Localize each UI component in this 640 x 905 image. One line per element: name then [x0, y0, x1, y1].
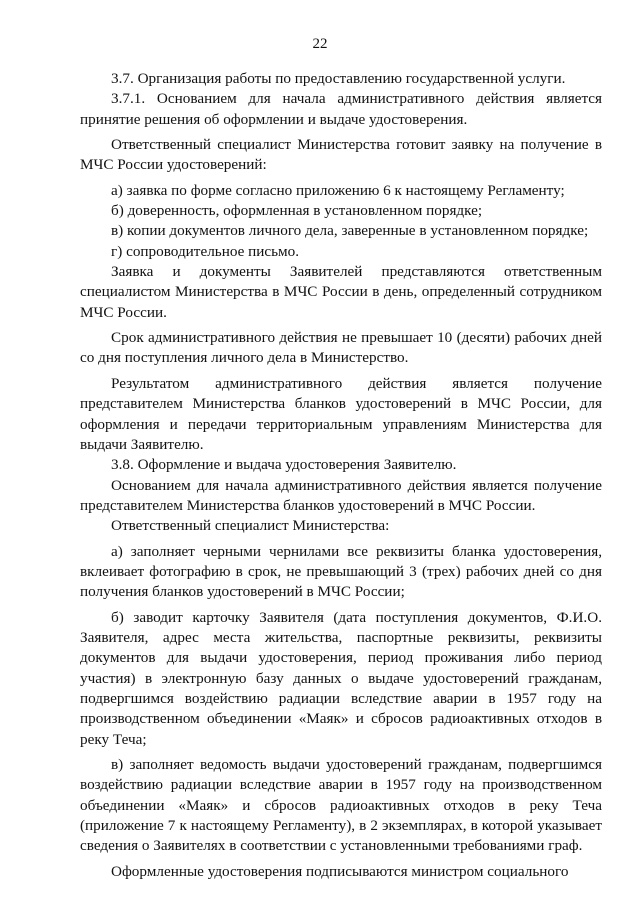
document-body [80, 69, 602, 882]
list-item-b-applicant-card: б) заводит карточку Заявителя (дата поступления документов, Ф.И.О. Заявителя, адрес места жительства, паспортные реквизиты, реквизиты документов для выдачи удостоверения, период проживания либо период участия) в электронную базу данных о выдаче удостоверений гражданам, подвергшимся воздействию радиации вследствие аварии в 1957 году на производственном объединении «Маяк» и сбросов радиоактивных отходов в реку Теча; [80, 608, 602, 748]
paragraph-3-7: 3.7. Организация работы по предоставлению государственной услуги. [111, 70, 566, 87]
paragraph-3-7-1: 3.7.1. Основанием для начала административного действия является принятие решения об оформлении и выдаче удостоверения. [80, 90, 602, 128]
paragraph-responsible-specialist-request: Ответственный специалист Министерства готовит заявку на получение в МЧС России удостоверений: [80, 136, 602, 174]
paragraph-submission: Заявка и документы Заявителей представляются ответственным специалистом Министерства в МЧС России в день, определенный сотрудником МЧС России. [80, 263, 602, 321]
paragraph-3-8: 3.8. Оформление и выдача удостоверения Заявителю. [111, 456, 457, 474]
page-number: 22 [312, 36, 328, 52]
paragraph-result: Результатом административного действия является получение представителем Министерства бланков удостоверений в МЧС России, для оформления и передачи территориальным управлениям Министерства для выдачи Заявителю. [80, 374, 602, 453]
list-item-a-fill-blank: а) заполняет черными чернилами все реквизиты бланка удостоверения, вклеивает фотографию в срок, не превышающий 3 (трех) рабочих дней со дня получения бланков удостоверений в МЧС России; [80, 542, 602, 601]
paragraph-basis: Основанием для начала административного действия является получение представителем Министерства бланков удостоверений в МЧС России. [80, 476, 602, 514]
paragraph-deadline: Срок административного действия не превышает 10 (десяти) рабочих дней со дня поступления личного дела в Министерство. [80, 329, 602, 367]
paragraph-signing: Оформленные удостоверения подписываются министром социального [111, 862, 569, 880]
list-item-v-document-copies: в) копии документов личного дела, заверенные в установленном порядке; [111, 222, 589, 240]
list-item-b-power-of-attorney: б) доверенность, оформленная в установленном порядке; [111, 202, 483, 220]
paragraph-specialist: Ответственный специалист Министерства: [111, 517, 390, 535]
list-item-v-issue-register: в) заполняет ведомость выдачи удостоверений гражданам, подвергшимся воздействию радиации вследствие аварии в 1957 году на производственном объединении «Маяк» и сбросов радиоактивных отходов в реку Теча (приложение 7 к настоящему Регламенту), в 2 экземплярах, в которой указывает сведения о Заявителях в соответствии с установленными требованиями граф. [80, 756, 602, 855]
list-item-a-request: а) заявка по форме согласно приложению 6 к настоящему Регламенту; [111, 181, 565, 199]
list-item-g-cover-letter: г) сопроводительное письмо. [111, 242, 300, 260]
